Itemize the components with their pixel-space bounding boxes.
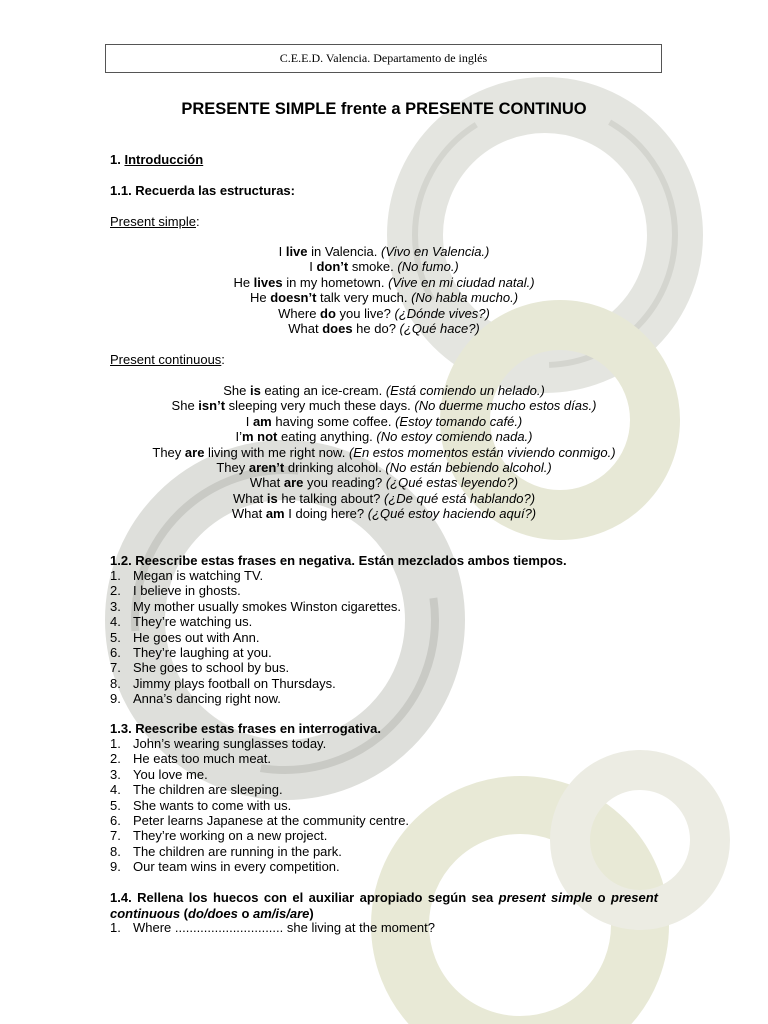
translation-text: (¿Qué estoy haciendo aquí?) <box>367 506 537 522</box>
example-sentence <box>110 414 658 429</box>
highlighted-verb: is <box>249 383 261 398</box>
highlighted-verb: are <box>184 444 205 460</box>
section-1-heading <box>110 152 203 167</box>
list-item-number: 3. <box>110 766 121 782</box>
sentence-text: you live? <box>335 305 395 321</box>
interrogative-exercise-list <box>110 736 409 875</box>
list-item-number: 4. <box>110 782 121 798</box>
section-1-2-heading: 1.2. Reescribe estas frases en negativa. Están mezclados ambos tiempos. <box>110 553 567 568</box>
list-item-text: They’re laughing at you. <box>133 645 272 661</box>
highlighted-verb: lives <box>253 274 283 290</box>
list-item <box>110 920 435 935</box>
highlighted-verb: do <box>320 305 336 321</box>
negative-exercise-list <box>110 568 401 707</box>
list-item-number: 2. <box>110 583 121 599</box>
list-item-number: 8. <box>110 843 121 859</box>
translation-text: (No duerme mucho estos días.) <box>414 398 597 414</box>
present-simple-label: Present simple: <box>110 214 200 229</box>
example-sentence <box>110 244 658 259</box>
list-item <box>110 828 409 843</box>
example-sentence <box>110 275 658 290</box>
page-title: PRESENTE SIMPLE frente a PRESENTE CONTINUO <box>181 100 587 118</box>
list-item-text: She goes to school by bus. <box>133 660 290 676</box>
list-item-text: They’re working on a new project. <box>133 828 328 844</box>
list-item-number: 7. <box>110 660 121 676</box>
list-item-text: Megan is watching TV. <box>133 568 264 583</box>
translation-text: (¿De qué está hablando?) <box>384 490 536 506</box>
list-item <box>110 676 401 691</box>
sentence-text: She <box>223 383 250 398</box>
sentence-text: eating anything. <box>277 429 377 445</box>
list-item-number: 1. <box>110 920 121 935</box>
list-item <box>110 813 409 828</box>
present-continuous-label-text: Present continuous <box>110 352 222 367</box>
sentence-text: ) <box>309 906 314 921</box>
highlighted-verb: live <box>285 244 308 259</box>
translation-text: (¿Qué hace?) <box>399 321 480 337</box>
sentence-text: ( <box>180 906 188 921</box>
list-item-text: The children are running in the park. <box>133 843 342 859</box>
list-item-text: Our team wins in every competition. <box>133 859 340 875</box>
list-item-text: Jimmy plays football on Thursdays. <box>133 675 336 691</box>
sentence-text: you reading? <box>303 475 386 491</box>
list-item <box>110 599 401 614</box>
sentence-text: o <box>237 906 254 921</box>
translation-text: (No habla mucho.) <box>411 290 519 306</box>
list-item-text: My mother usually smokes Winston cigarettes. <box>133 598 402 614</box>
section-1-4-heading <box>110 890 658 922</box>
sentence-text: They <box>152 444 185 460</box>
list-item-text: You love me. <box>133 766 208 782</box>
sentence-text: sleeping very much these days. <box>225 398 415 414</box>
section-1-label: Introducción <box>124 152 204 167</box>
list-item-text: I believe in ghosts. <box>133 583 241 599</box>
sentence-text: What <box>288 321 323 337</box>
list-item <box>110 691 401 706</box>
translation-text: (Está comiendo un helado.) <box>385 383 545 398</box>
sentence-text: They <box>216 460 249 476</box>
list-item <box>110 859 409 874</box>
translation-text: (No están bebiendo alcohol.) <box>385 460 552 476</box>
section-1-number: 1. <box>110 152 125 167</box>
sentence-text: talk very much. <box>316 290 412 306</box>
list-item <box>110 767 409 782</box>
list-item <box>110 736 409 751</box>
sentence-text: in my hometown. <box>282 274 389 290</box>
list-item <box>110 630 401 645</box>
sentence-text: he do? <box>352 321 400 337</box>
translation-text: (Vive en mi ciudad natal.) <box>388 274 535 290</box>
list-item-text: The children are sleeping. <box>133 782 283 798</box>
translation-text: am/is/are <box>253 906 310 921</box>
sentence-text: 1.4. Rellena los huecos con el auxiliar apropiado según sea <box>110 890 499 905</box>
list-item-number: 8. <box>110 675 121 691</box>
list-item <box>110 583 401 598</box>
example-sentence <box>110 445 658 460</box>
translation-text: (¿Qué estas leyendo?) <box>385 475 519 491</box>
sentence-text: in Valencia. <box>307 244 381 259</box>
list-item-number: 9. <box>110 859 121 875</box>
highlighted-verb: am <box>252 413 272 429</box>
list-item-text: He goes out with Ann. <box>133 629 260 645</box>
sentence-text: What <box>249 475 284 491</box>
sentence-text: living with me right now. <box>204 444 349 460</box>
section-1-1-heading: 1.1. Recuerda las estructuras: <box>110 183 295 198</box>
present-continuous-label: Present continuous: <box>110 352 225 367</box>
fill-gaps-exercise-list <box>110 920 435 935</box>
list-item <box>110 660 401 675</box>
translation-text: present simple <box>498 890 593 905</box>
list-item-number: 4. <box>110 614 121 630</box>
translation-text: (Estoy tomando café.) <box>395 413 523 429</box>
list-item-text: Anna’s dancing right now. <box>133 691 281 707</box>
sentence-text: I <box>309 259 317 275</box>
translation-text: (¿Dónde vives?) <box>394 305 490 321</box>
highlighted-verb: am <box>265 506 285 522</box>
translation-text: (Vivo en Valencia.) <box>380 244 490 259</box>
example-sentence <box>110 398 658 413</box>
list-item-text: He eats too much meat. <box>133 751 272 767</box>
sentence-text: I <box>245 413 253 429</box>
highlighted-verb: is <box>266 490 278 506</box>
sentence-text: I’ <box>235 429 242 445</box>
list-item-number: 1. <box>110 736 121 751</box>
list-item <box>110 614 401 629</box>
example-sentence <box>110 321 658 336</box>
header-text: C.E.E.D. Valencia. Departamento de inglés <box>279 51 488 65</box>
example-sentence <box>110 290 658 305</box>
highlighted-verb: isn’t <box>198 398 226 414</box>
list-item-text: She wants to come with us. <box>133 797 292 813</box>
list-item <box>110 782 409 797</box>
sentence-text: eating an ice-cream. <box>260 383 386 398</box>
sentence-text: He <box>249 290 271 306</box>
document-header <box>105 44 662 73</box>
highlighted-verb: don’t <box>316 259 349 275</box>
example-sentence <box>110 383 658 398</box>
list-item <box>110 568 401 583</box>
list-item-number: 5. <box>110 797 121 813</box>
example-sentence <box>110 475 658 490</box>
example-sentence <box>110 306 658 321</box>
sentence-text: smoke. <box>348 259 398 275</box>
list-item <box>110 798 409 813</box>
list-item-number: 9. <box>110 691 121 707</box>
sentence-text: I doing here? <box>284 506 368 522</box>
list-item-text: They’re watching us. <box>133 614 253 630</box>
highlighted-verb: doesn’t <box>270 290 317 306</box>
list-item-number: 6. <box>110 645 121 661</box>
list-item-text: Where .............................. she living at the moment? <box>133 920 436 935</box>
highlighted-verb: does <box>322 321 353 337</box>
sentence-text: I <box>278 244 286 259</box>
list-item-number: 1. <box>110 568 121 583</box>
highlighted-verb: are <box>283 475 304 491</box>
list-item-number: 5. <box>110 629 121 645</box>
list-item-number: 7. <box>110 828 121 844</box>
list-item-number: 6. <box>110 813 121 829</box>
example-sentence <box>110 491 658 506</box>
sentence-text: he talking about? <box>277 490 384 506</box>
list-item <box>110 645 401 660</box>
list-item-number: 2. <box>110 751 121 767</box>
translation-text: do/does <box>188 906 238 921</box>
section-1-3-heading: 1.3. Reescribe estas frases en interrogativa. <box>110 721 381 736</box>
highlighted-verb: m not <box>241 429 278 445</box>
translation-text: (No estoy comiendo nada.) <box>376 429 533 445</box>
highlighted-verb: aren’t <box>248 460 285 476</box>
list-item <box>110 751 409 766</box>
sentence-text: She <box>171 398 199 414</box>
sentence-text: What <box>231 506 266 522</box>
sentence-text: drinking alcohol. <box>284 460 386 476</box>
sentence-text: Where <box>278 305 321 321</box>
list-item-text: John’s wearing sunglasses today. <box>133 736 327 751</box>
present-simple-examples <box>110 244 658 336</box>
list-item-text: Peter learns Japanese at the community centre. <box>133 813 410 829</box>
sentence-text: having some coffee. <box>271 413 396 429</box>
present-simple-label-text: Present simple <box>110 214 196 229</box>
example-sentence <box>110 429 658 444</box>
list-item-number: 3. <box>110 598 121 614</box>
example-sentence <box>110 506 658 521</box>
present-continuous-examples <box>110 383 658 522</box>
example-sentence <box>110 460 658 475</box>
sentence-text: What <box>232 490 267 506</box>
sentence-text: o <box>592 890 612 905</box>
translation-text: present continuous <box>110 890 658 921</box>
sentence-text: He <box>233 274 254 290</box>
translation-text: (No fumo.) <box>397 259 459 275</box>
example-sentence <box>110 259 658 274</box>
list-item <box>110 844 409 859</box>
translation-text: (En estos momentos están viviendo conmigo.) <box>348 444 616 460</box>
